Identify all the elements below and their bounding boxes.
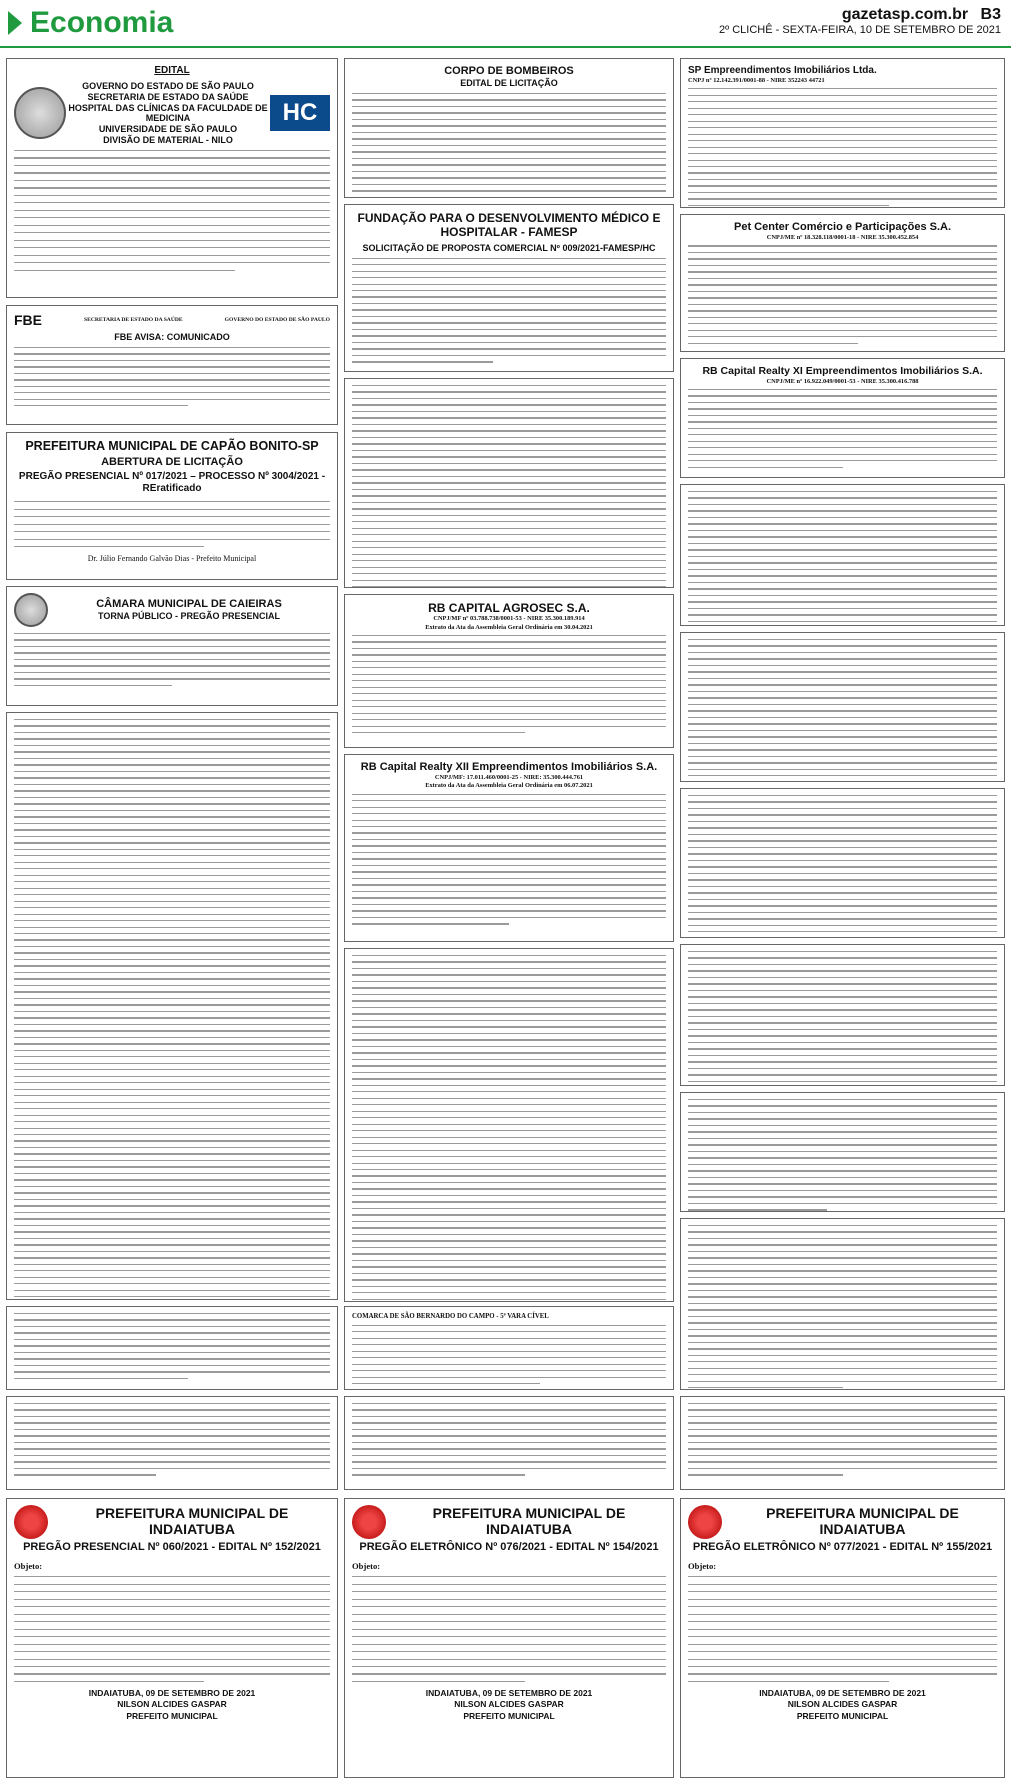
right-citacao-5 (680, 1092, 1005, 1212)
bottom-citacao-c-body (688, 1403, 997, 1476)
edition-date: 2º CLICHÊ - SEXTA-FEIRA, 10 DE SETEMBRO DE 2021 (719, 24, 1001, 36)
page-number: B3 (980, 6, 1001, 23)
citacao-edital-1-body (352, 385, 666, 588)
indaiatuba-1-body (14, 1576, 330, 1682)
right-citacao-1 (680, 484, 1005, 626)
middle-column-edital (344, 948, 674, 1302)
sp-emp-body (688, 88, 997, 206)
left-bottom-citacao (6, 1306, 338, 1390)
section-arrow-icon (8, 11, 22, 35)
petcenter-title: Pet Center Comércio e Participações S.A. (733, 221, 952, 233)
indaiatuba-seal-icon (14, 1505, 48, 1539)
indaiatuba-3-object-label: Objeto: (688, 1561, 717, 1571)
indaiatuba-2-title: PREFEITURA MUNICIPAL DE INDAIATUBA (432, 1505, 626, 1537)
indaiatuba-1-title: PREFEITURA MUNICIPAL DE INDAIATUBA (95, 1505, 289, 1537)
realty-title: RB Capital Realty XII Empreendimentos Imobiliários S.A. (360, 761, 658, 773)
indaiatuba-3-edital: PREGÃO ELETRÔNICO Nº 077/2021 - EDITAL Nº 155/2021 (692, 1541, 993, 1553)
petcenter-sub: CNPJ/ME nº 18.328.118/0001-18 - NIRE 35.300.452.854 (766, 234, 919, 242)
capao-sub1: ABERTURA DE LICITAÇÃO (101, 456, 243, 468)
right-citacao-6 (680, 1218, 1005, 1390)
indaiatuba-2-edital: PREGÃO ELETRÔNICO Nº 076/2021 - EDITAL Nº 154/2021 (359, 1541, 659, 1553)
bombeiros-notice (344, 58, 674, 198)
right-citacao-6-body (688, 1225, 997, 1388)
pet-center-notice (680, 214, 1005, 352)
hc-org-4: UNIVERSIDADE DE SÃO PAULO (98, 124, 238, 135)
indaiatuba-3-title: PREFEITURA MUNICIPAL DE INDAIATUBA (766, 1505, 959, 1537)
page-header (0, 0, 1011, 52)
capao-title: PREFEITURA MUNICIPAL DE CAPÃO BONITO-SP (25, 439, 319, 453)
fbe-comunicado (6, 305, 338, 425)
petcenter-body (688, 245, 997, 344)
bombeiros-title: CORPO DE BOMBEIROS (444, 65, 574, 77)
sp-emp-title: SP Empreendimentos Imobiliários Ltda. (688, 65, 877, 76)
agrosec-minutes: Extrato da Ata da Assembleia Geral Ordinária em 30.04.2021 (425, 623, 593, 631)
bottom-citacao-b-body (352, 1403, 666, 1476)
left-column-body (14, 719, 330, 1300)
indaiatuba-3-name: NILSON ALCIDES GASPAR (787, 1699, 898, 1710)
site-info (719, 6, 1001, 36)
indaiatuba-1-edital: PREGÃO PRESENCIAL Nº 060/2021 - EDITAL Nº 152/2021 (23, 1541, 321, 1553)
hc-org-3: HOSPITAL DAS CLÍNICAS DA FACULDADE DE MEDICINA (68, 102, 268, 124)
indaiatuba-seal-icon (352, 1505, 386, 1539)
realty-sub: CNPJ/MF: 17.011.460/0001-25 - NIRE: 35.300.444.761 (434, 774, 584, 782)
indaiatuba-2-name: NILSON ALCIDES GASPAR (454, 1699, 564, 1710)
bottom-citacao-a (6, 1396, 338, 1490)
right-citacao-2 (680, 632, 1005, 782)
agrosec-sub: CNPJ/MF nº 03.788.738/0001-53 - NIRE 35.300.189.914 (433, 615, 585, 623)
famesp-sub: SOLICITAÇÃO DE PROPOSTA COMERCIAL Nº 009/2021-FAMESP/HC (362, 242, 656, 253)
hc-org-1: GOVERNO DO ESTADO DE SÃO PAULO (82, 81, 254, 91)
indaiatuba-2-body (352, 1576, 666, 1682)
indaiatuba-3-date: INDAIATUBA, 09 DE SETEMBRO DE 2021 (759, 1688, 926, 1699)
hc-logo-icon: HC (270, 95, 330, 131)
hc-edital-label: EDITAL (154, 65, 190, 76)
comarca-body (352, 1325, 666, 1385)
site-url[interactable]: gazetasp.com.br (841, 6, 969, 23)
bottom-citacao-a-body (14, 1403, 330, 1476)
caieiras-body (14, 633, 330, 686)
right-citacao-1-body (688, 491, 997, 626)
realty-minutes: Extrato da Ata da Assembleia Geral Ordinária em 06.07.2021 (425, 782, 593, 790)
rb-agrosec-notice (344, 594, 674, 748)
citacao-edital-1 (344, 378, 674, 588)
indaiatuba-1-object-label: Objeto: (14, 1561, 43, 1571)
hc-edital-body (14, 150, 330, 271)
indaiatuba-1-name: NILSON ALCIDES GASPAR (117, 1699, 227, 1710)
left-column-edital (6, 712, 338, 1300)
capao-sub2: PREGÃO PRESENCIAL Nº 017/2021 – PROCESSO Nº 3004/2021 - REratificado (18, 471, 326, 495)
caieiras-notice (6, 586, 338, 706)
comarca-title: COMARCA DE SÃO BERNARDO DO CAMPO - 5ª VARA CÍVEL (352, 1313, 549, 1320)
bottom-citacao-c (680, 1396, 1005, 1490)
bombeiros-sub: EDITAL DE LICITAÇÃO (460, 78, 558, 89)
indaiatuba-notice-2 (344, 1498, 674, 1778)
capao-bonito-notice (6, 432, 338, 580)
hc-org-2: SECRETARIA DE ESTADO DA SAÚDE (87, 91, 249, 102)
indaiatuba-notice-3 (680, 1498, 1005, 1778)
indaiatuba-1-date: INDAIATUBA, 09 DE SETEMBRO DE 2021 (88, 1688, 256, 1699)
section-title: Economia (30, 6, 174, 39)
right-citacao-2-body (688, 639, 997, 782)
comarca-sbc-notice (344, 1306, 674, 1390)
bottom-citacao-b (344, 1396, 674, 1490)
caieiras-title: CÂMARA MUNICIPAL DE CAIEIRAS (96, 598, 282, 610)
indaiatuba-2-date: INDAIATUBA, 09 DE SETEMBRO DE 2021 (425, 1688, 593, 1699)
realty11-title: RB Capital Realty XI Empreendimentos Imobiliários S.A. (702, 365, 983, 377)
indaiatuba-3-role: PREFEITO MUNICIPAL (796, 1710, 889, 1721)
indaiatuba-3-body (688, 1576, 997, 1682)
fbe-gov: GOVERNO DO ESTADO DE SÃO PAULO (224, 316, 330, 323)
realty11-sub: CNPJ/ME nº 16.922.049/0001-53 - NIRE 35.300.416.788 (766, 377, 919, 385)
header-rule (0, 46, 1011, 48)
fbe-body (14, 347, 330, 407)
famesp-title: FUNDAÇÃO PARA O DESENVOLVIMENTO MÉDICO E HOSPITALAR - FAMESP (357, 211, 661, 240)
agrosec-body (352, 635, 666, 734)
indaiatuba-2-role: PREFEITO MUNICIPAL (463, 1710, 555, 1721)
hc-edital-notice (6, 58, 338, 298)
indaiatuba-1-role: PREFEITO MUNICIPAL (126, 1710, 218, 1721)
right-citacao-4 (680, 944, 1005, 1086)
capao-body (14, 501, 330, 547)
bombeiros-body (352, 93, 666, 198)
section-brand (8, 6, 173, 40)
fbe-logo-icon: FBE (14, 312, 42, 328)
indaiatuba-2-object-label: Objeto: (352, 1561, 381, 1571)
agrosec-title: RB CAPITAL AGROSEC S.A. (428, 601, 590, 615)
right-citacao-4-body (688, 951, 997, 1086)
capao-signature: Dr. Júlio Fernando Galvão Dias - Prefeito Municipal (87, 553, 257, 563)
fbe-title: FBE AVISA: COMUNICADO (114, 332, 230, 342)
caieiras-crest-icon (14, 593, 48, 627)
realty11-body (688, 389, 997, 468)
rb-realty-xi-notice (680, 358, 1005, 478)
sp-emp-sub: CNPJ nº 12.142.391/0001-88 - NIRE 352243 44721 (688, 77, 825, 84)
right-citacao-5-body (688, 1099, 997, 1211)
sp-empreendimentos-notice (680, 58, 1005, 208)
realty-body (352, 794, 666, 925)
indaiatuba-notice-1 (6, 1498, 338, 1778)
famesp-body (352, 258, 666, 363)
sp-state-crest-icon (14, 87, 66, 139)
fbe-org: SECRETARIA DE ESTADO DA SAÚDE (84, 316, 183, 323)
famesp-notice (344, 204, 674, 372)
left-bottom-citacao-body (14, 1313, 330, 1379)
rb-realty-xii-notice (344, 754, 674, 942)
hc-org-5: DIVISÃO DE MATERIAL - NILO (103, 134, 233, 145)
caieiras-sub: TORNA PÚBLICO - PREGÃO PRESENCIAL (97, 611, 280, 622)
right-citacao-3 (680, 788, 1005, 938)
middle-column-body (352, 955, 666, 1302)
indaiatuba-seal-icon (688, 1505, 722, 1539)
right-citacao-3-body (688, 795, 997, 938)
